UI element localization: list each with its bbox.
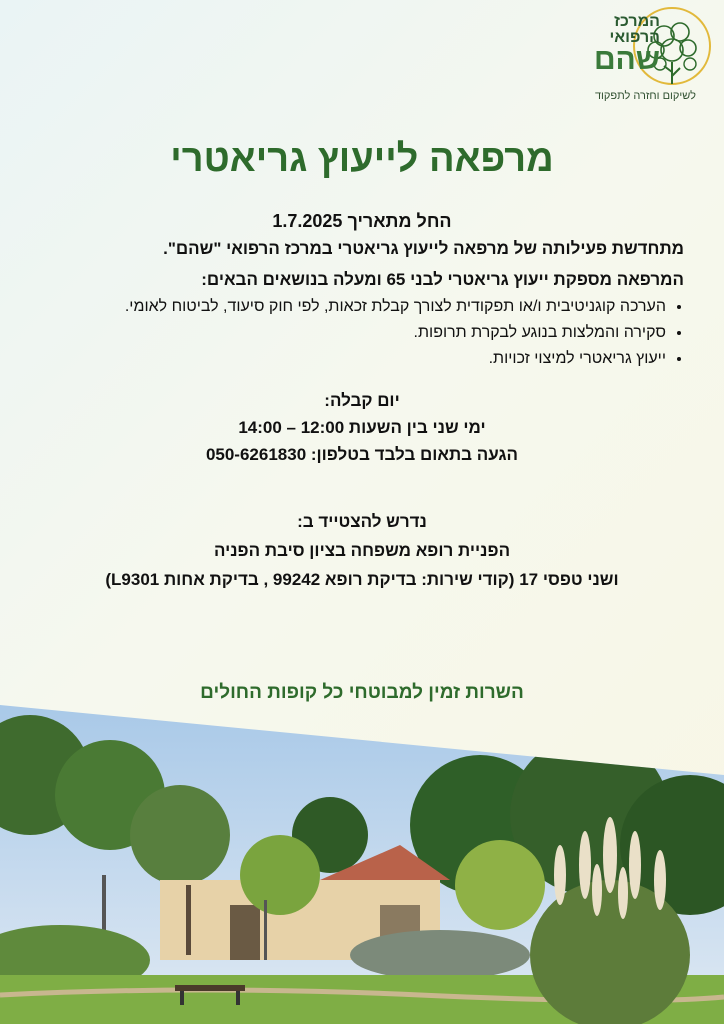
footer-note: השרות זמין למבוטחי כל קופות החולים bbox=[200, 682, 524, 703]
page-title: מרפאה לייעוץ גריאטרי bbox=[170, 138, 554, 180]
requirements-forms: ושני טפסי 17 (קודי שירות: בדיקת רופא 99242 , בדיקת אחות L9301) bbox=[105, 570, 619, 589]
logo-name: שהם bbox=[593, 43, 660, 76]
reception-phone: הגעה בתאום בלבד בטלפון: 050-6261830 bbox=[205, 445, 519, 464]
logo-text bbox=[594, 14, 660, 74]
logo bbox=[572, 6, 720, 102]
renewal-notice: מתחדשת פעילותה של מרפאה לייעוץ גריאטרי במרכז הרפואי "שהם". bbox=[163, 239, 684, 258]
start-date: החל מתאריך 1.7.2025 bbox=[272, 211, 452, 231]
requirements-referral: הפניית רופא משפחה בציון סיבת הפניה bbox=[213, 541, 511, 560]
list-item: • סקירה והמלצות בנוגע לבקרת תרופות. bbox=[40, 320, 666, 346]
services-intro: המרפאה מספקת ייעוץ גריאטרי לבני 65 ומעלה בנושאים הבאים: bbox=[201, 270, 684, 289]
reception-heading: יום קבלה: bbox=[324, 391, 400, 410]
reception-hours: ימי שני בין השעות 12:00 – 14:00 bbox=[238, 418, 486, 437]
list-item: • הערכה קוגניטיבית ו/או תפקודית לצורך קבלת זכאות, לפי חוק סיעוד, לביטוח לאומי. bbox=[40, 294, 666, 320]
logo-line1: המרכז bbox=[614, 13, 660, 30]
topics-list bbox=[40, 294, 684, 372]
main-content bbox=[40, 208, 684, 592]
logo-tagline: לשיקום וחזרה לתפקוד bbox=[594, 90, 696, 102]
logo-line2: הרפואי bbox=[609, 29, 660, 46]
list-item: • ייעוץ גריאטרי למיצוי זכויות. bbox=[40, 346, 666, 372]
requirements-heading: נדרש להצטייד ב: bbox=[297, 512, 427, 531]
garden-photo bbox=[0, 705, 724, 1024]
